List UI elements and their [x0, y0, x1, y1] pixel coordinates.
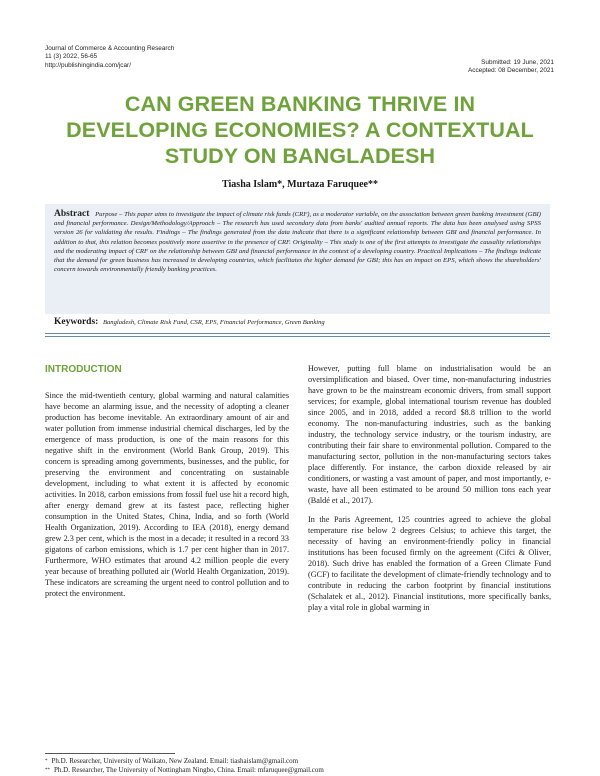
submitted-date: Submitted: 19 June, 2021 — [481, 59, 554, 66]
paragraph: In the Paris Agreement, 125 countries agreed to achieve the global temperature rise below 2 degrees Celsius; to achieve this target, the necessity of having an environment-friendly policy in financial institutions has been focused firmly on the agreement (Cifci & Oliver, 2018). Such drive has enabled the formation of a Green Climate Fund (GCF) to facilitate the development of climate-friendly technology and to contribute in reducing the carbon footprint by financial institutions (Schalatek et al., 2012). Financial institutions, more specifically banks, play a vital role in global warming in — [308, 515, 551, 612]
divider — [45, 336, 550, 337]
title-line: CAN GREEN BANKING THRIVE IN — [124, 92, 476, 116]
footnote-mark: ** — [45, 768, 50, 773]
journal-url[interactable]: http://publishingindia.com/jcar/ — [45, 61, 131, 69]
keywords-heading: Keywords: — [54, 317, 99, 327]
title-line: STUDY ON BANGLADESH — [164, 144, 436, 168]
keywords — [54, 316, 549, 329]
section-heading: INTRODUCTION — [45, 364, 122, 375]
footnote — [45, 757, 298, 766]
abstract — [54, 210, 541, 274]
title-line: DEVELOPING ECONOMIES? A CONTEXTUAL — [66, 118, 534, 142]
accepted-date: Accepted: 08 December, 2021 — [468, 67, 554, 75]
paragraph: Since the mid-twentieth century, global warming and natural calamities have become an alarming issue, and the necessity of adopting a cleaner production has become inevitable. An extraordinary amount of air and water pollution from immense industrial chemical discharges, led by the emergence of mass production, is one of the main reasons for this negative shift in the environment (World Bank Group, 2019). This concern is spreading among governments, businesses, and the public, for preserving the environment and concentrating on sustainable development, including to what extent it is affected by economic activities. In 2018, carbon emissions from fossil fuel use hit a record high, after energy demand grew at its fastest pace, reflecting higher consumption in the United States, China, India, and so forth (World Health Organization, 2019). According to IEA (2018), energy demand grew 2.3 per cent, which is the most in a decade; it resulted in a record 33 gigatons of carbon emissions, which is 1.7 per cent higher than in 2017. Furthermore, WHO estimates that around 4.2 million people die every year because of breathing polluted air (World Health Organization, 2019). These indicators are screaming the urgent need to control pollution and to protect the environment. — [45, 391, 289, 598]
journal-volume: 11 (3) 2022, 56-65 — [45, 53, 98, 61]
journal-header — [45, 45, 174, 70]
footnote-text: Ph.D. Researcher, The University of Nottingham Ningbo, China. Email: mfaruquee@gmail.com — [54, 766, 324, 774]
right-column — [308, 363, 551, 621]
abstract-heading: Abstract — [54, 209, 90, 219]
journal-name: Journal of Commerce & Accounting Research — [45, 45, 175, 52]
footnote-mark: * — [45, 759, 48, 764]
footnote-rule — [45, 753, 175, 754]
footnote-text: Ph.D. Researcher, University of Waikato, New Zealand. Email: tiashaislam@gmail.com — [51, 757, 299, 765]
paper-title — [30, 91, 570, 169]
keywords-list: Bangladesh, Climate Risk Fund, CSR, EPS, Financial Performance, Green Banking — [102, 319, 325, 326]
authors: Tiasha Islam*, Murtaza Faruquee** — [222, 179, 378, 190]
dates-header — [468, 59, 554, 76]
paragraph: However, putting full blame on industrialisation would be an oversimplification and biased. Over time, non-manufacturing industries have grown to be the mainstream economic drivers, from small support services; for example, global international tourism revenue has doubled since 2005, and in 2018, added a record $8.8 trillion to the world economy. The non-manufacturing industries, such as the banking industry, the technology service industry, or the tourism industry, are contributing their fair share to environmental pollution. Compared to the manufacturing sector, pollution in the non-manufacturing sectors takes place differently. For instance, the carbon dioxide released by air conditioners, or wasting a vast amount of paper, and most importantly, e-waste, have all been estimated to be around 50 million tons each year (Baldé et al., 2017). — [308, 364, 551, 505]
divider — [45, 333, 550, 334]
abstract-body: Purpose – This paper aims to investigate the impact of climate risk funds (CRF), as a moderator variable, on the association between green banking investment (GBI) and financial performance. Design/Methodology/Approach – The research has used secondary data from banks' audited annual reports. The data has been analysed using SPSS version 26 for validating the results. Findings – The findings generated from the data indicate that there is a significant relationship between GBI and financial performance. In addition to that, this relation becomes positively more assertive in the presence of CRF. Originality – This study is one of the first attempts to investigate the causality relationships and the moderating impact of CRF on the relationship between GBI and financial performance in the context of a developing country. Practical Implications – The findings indicate that the demand for green business has increased in developing countries, which facilitates the higher demand for GBI; this has an impact on EPS, which shows the shareholders' concern towards environmentally friendly banking practices. — [54, 211, 541, 274]
left-column — [45, 390, 289, 607]
footnote — [45, 766, 324, 775]
abstract-box — [45, 204, 550, 314]
